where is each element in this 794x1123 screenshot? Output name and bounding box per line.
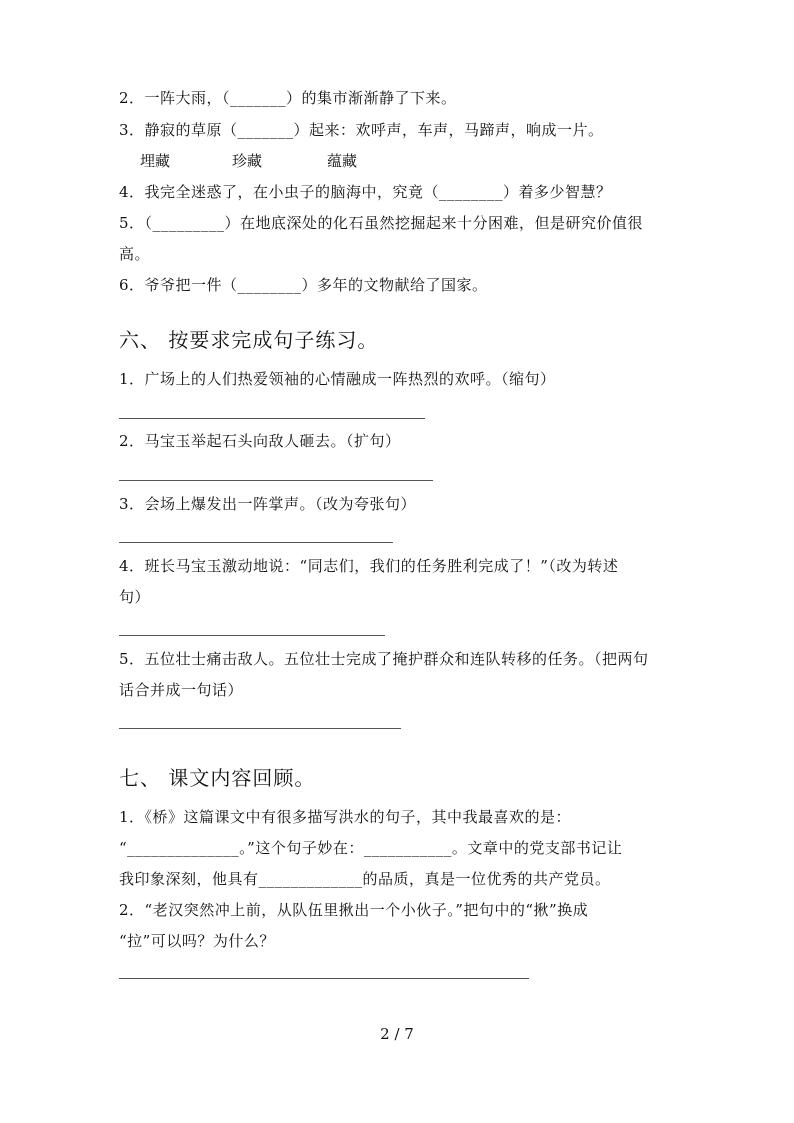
question-5-3: 3．静寂的草原（_______）起来：欢呼声，车声，马蹄声，响成一片。 [119,121,604,139]
question-6-4: 4．班长马宝玉激动地说：“同志们，我们的任务胜利完成了！”（改为转述 [119,557,619,575]
section-6-title: 六、 按要求完成句子练习。 [119,328,379,352]
section-7-title: 七、 课文内容回顾。 [119,766,316,790]
option-1: 埋藏 [140,152,171,170]
answer-line-7-2[interactable] [119,978,529,979]
question-7-1-cont-2: 我印象深刻，他具有_____________的品质，真是一位优秀的共产党员。 [119,870,611,888]
option-2: 珍藏 [232,152,263,170]
question-6-4-cont: 句） [119,588,151,606]
question-5-5-cont: 高。 [119,245,151,263]
question-6-5: 5．五位壮士痛击敌人。五位壮士完成了掩护群众和连队转移的任务。（把两句 [119,650,649,668]
answer-line-6-1[interactable] [119,418,425,419]
question-7-1: 1．《桥》这篇课文中有很多描写洪水的句子，其中我最喜欢的是： [119,808,572,826]
answer-line-6-3[interactable] [119,542,393,543]
question-7-1-cont-1: “______________。”这个句子妙在：___________。文章中的党支部书记让 [119,839,623,857]
question-6-2: 2．马宝玉举起石头向敌人砸去。（扩句） [119,432,401,450]
answer-line-6-4[interactable] [119,635,385,636]
question-5-6: 6．爷爷把一件（________）多年的文物献给了国家。 [119,276,488,294]
option-3: 蕴藏 [327,152,358,170]
question-6-1: 1．广场上的人们热爱领袖的心情融成一阵热烈的欢呼。（缩句） [119,370,556,388]
question-7-2: 2．“老汉突然冲上前，从队伍里揪出一个小伙子。”把句中的“揪”换成 [119,901,589,919]
question-5-2: 2．一阵大雨，（_______）的集市渐渐静了下来。 [119,89,457,107]
question-5-4: 4．我完全迷惑了，在小虫子的脑海中，究竟（________）着多少智慧？ [119,183,612,201]
question-7-2-cont: “拉”可以吗？为什么？ [119,932,275,950]
page-number: 2 / 7 [380,1025,414,1043]
question-6-5-cont: 话合并成一句话） [119,681,244,699]
question-5-5: 5．（_________）在地底深处的化石虽然挖掘起来十分困难，但是研究价值很 [119,214,644,232]
answer-line-6-5[interactable] [119,728,401,729]
question-6-3: 3．会场上爆发出一阵掌声。（改为夸张句） [119,495,417,513]
answer-line-6-2[interactable] [119,480,433,481]
